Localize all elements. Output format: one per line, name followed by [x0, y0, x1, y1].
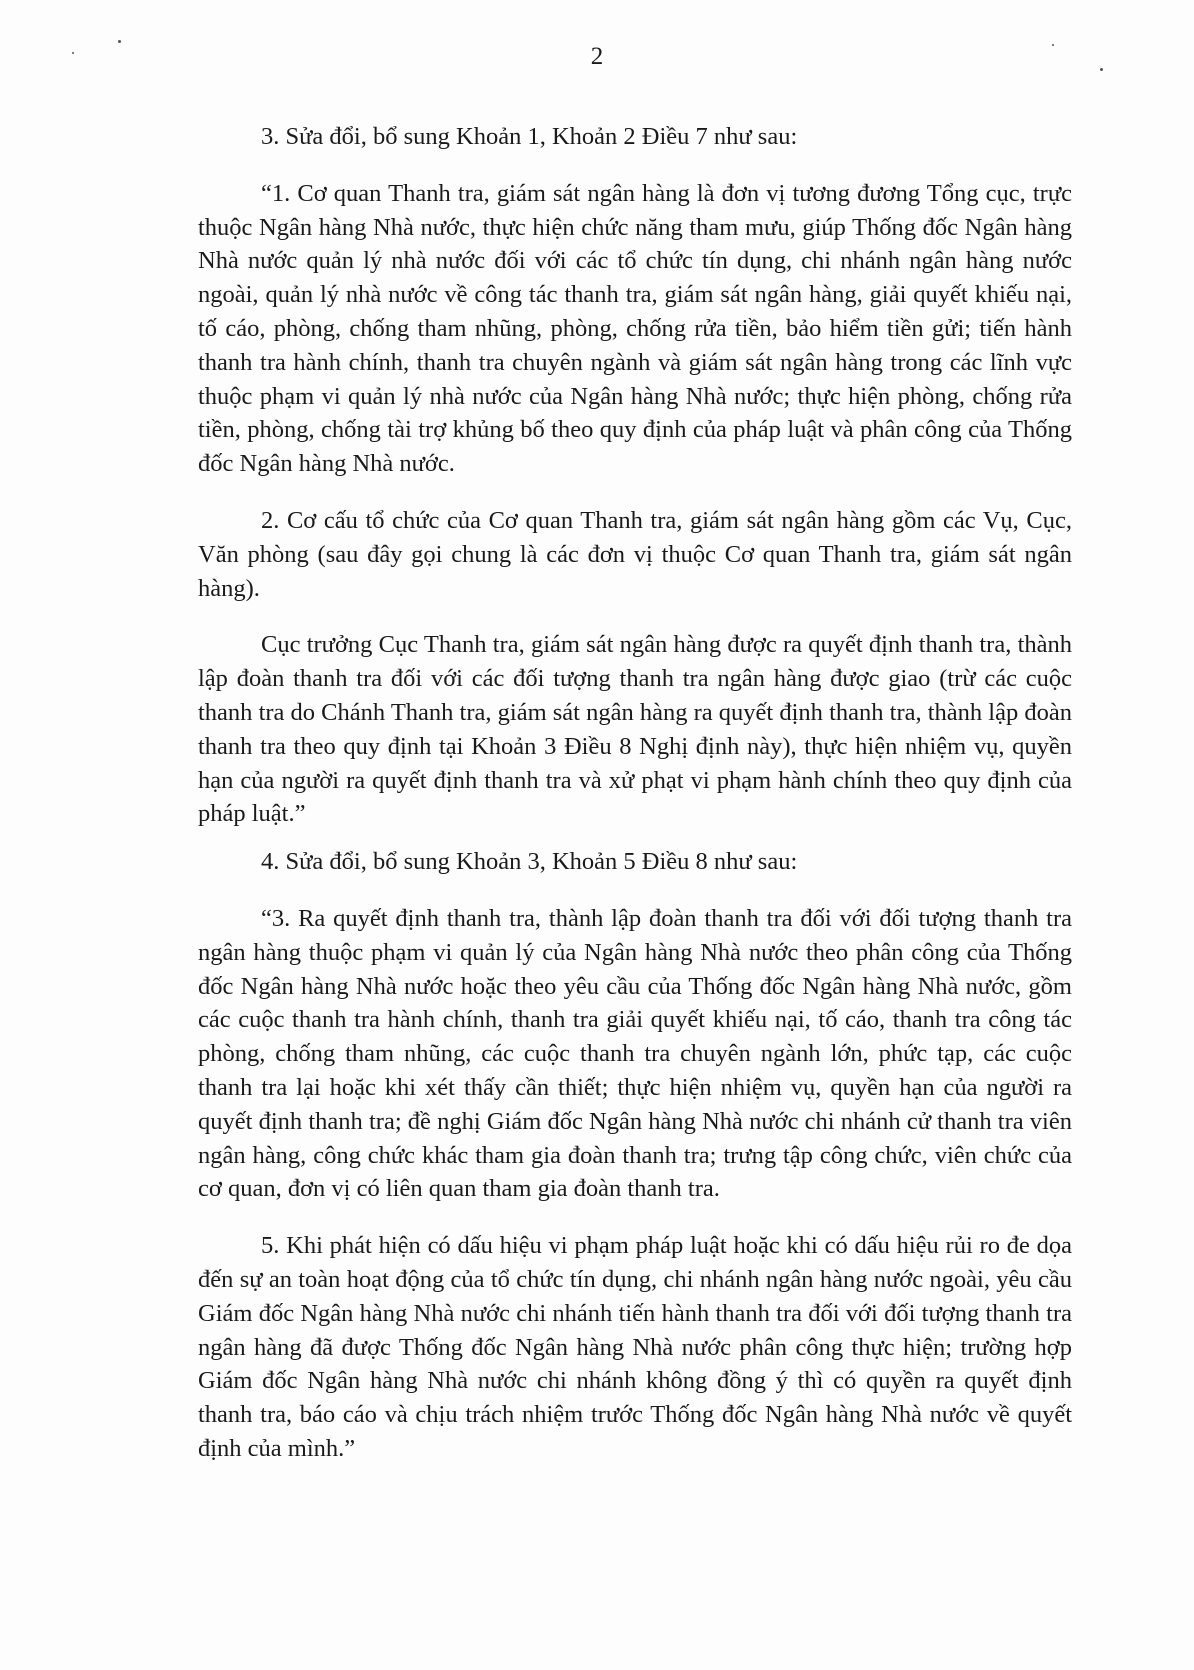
scan-speck [72, 52, 74, 54]
scan-speck [1100, 68, 1103, 71]
section-3-clause-2-paragraph-2: Cục trưởng Cục Thanh tra, giám sát ngân hàng được ra quyết định thanh tra, thành lập đoàn thanh tra đối với các đối tượng thanh tra ngân hàng được giao (trừ các cuộc thanh tra do Chánh Thanh tra, giám sát ngân hàng ra quyết định thanh tra, thành lập đoàn thanh tra theo quy định tại Khoản 3 Điều 8 Nghị định này), thực hiện nhiệm vụ, quyền hạn của người ra quyết định thanh tra và xử phạt vi phạm hành chính theo quy định của pháp luật.” [198, 631, 1072, 828]
section-3-heading: 3. Sửa đổi, bổ sung Khoản 1, Khoản 2 Điều 7 như sau: [261, 123, 798, 150]
page-number: 2 [590, 43, 604, 70]
document-body [198, 120, 1072, 1466]
section-3-clause-1: “1. Cơ quan Thanh tra, giám sát ngân hàng là đơn vị tương đương Tổng cục, trực thuộc Ngân hàng Nhà nước, thực hiện chức năng tham mưu, giúp Thống đốc Ngân hàng Nhà nước quản lý nhà nước đối với các tổ chức tín dụng, chi nhánh ngân hàng nước ngoài, quản lý nhà nước về công tác thanh tra, giám sát ngân hàng, giải quyết khiếu nại, tố cáo, phòng, chống tham nhũng, phòng, chống rửa tiền, bảo hiểm tiền gửi; tiến hành thanh tra hành chính, thanh tra chuyên ngành và giám sát ngân hàng trong các lĩnh vực thuộc phạm vi quản lý nhà nước của Ngân hàng Nhà nước; thực hiện phòng, chống rửa tiền, phòng, chống tài trợ khủng bố theo quy định của pháp luật và phân công của Thống đốc Ngân hàng Nhà nước. [198, 179, 1072, 478]
section-4-clause-3: “3. Ra quyết định thanh tra, thành lập đoàn thanh tra đối với đối tượng thanh tra ngân hàng thuộc phạm vi quản lý của Ngân hàng Nhà nước theo phân công của Thống đốc Ngân hàng Nhà nước hoặc theo yêu cầu của Thống đốc Ngân hàng Nhà nước, gồm các cuộc thanh tra hành chính, thanh tra giải quyết khiếu nại, tố cáo, thanh tra công tác phòng, chống tham nhũng, các cuộc thanh tra chuyên ngành lớn, phức tạp, các cuộc thanh tra lại hoặc khi xét thấy cần thiết; thực hiện nhiệm vụ, quyền hạn của người ra quyết định thanh tra; đề nghị Giám đốc Ngân hàng Nhà nước chi nhánh cử thanh tra viên ngân hàng, công chức khác tham gia đoàn thanh tra; trưng tập công chức, viên chức của cơ quan, đơn vị có liên quan tham gia đoàn thanh tra. [198, 904, 1072, 1203]
section-3-clause-2: 2. Cơ cấu tổ chức của Cơ quan Thanh tra, giám sát ngân hàng gồm các Vụ, Cục, Văn phòng (sau đây gọi chung là các đơn vị thuộc Cơ quan Thanh tra, giám sát ngân hàng). [198, 506, 1072, 602]
section-4-clause-5: 5. Khi phát hiện có dấu hiệu vi phạm pháp luật hoặc khi có dấu hiệu rủi ro đe dọa đến sự an toàn hoạt động của tổ chức tín dụng, chi nhánh ngân hàng nước ngoài, yêu cầu Giám đốc Ngân hàng Nhà nước chi nhánh tiến hành thanh tra đối với đối tượng thanh tra ngân hàng đã được Thống đốc Ngân hàng Nhà nước phân công thực hiện; trường hợp Giám đốc Ngân hàng Nhà nước chi nhánh không đồng ý thì có quyền ra quyết định thanh tra, báo cáo và chịu trách nhiệm trước Thống đốc Ngân hàng Nhà nước về quyết định của mình.” [198, 1232, 1072, 1462]
section-4-heading: 4. Sửa đổi, bổ sung Khoản 3, Khoản 5 Điều 8 như sau: [261, 848, 798, 876]
scan-speck [1052, 44, 1054, 46]
scan-speck [118, 40, 121, 43]
